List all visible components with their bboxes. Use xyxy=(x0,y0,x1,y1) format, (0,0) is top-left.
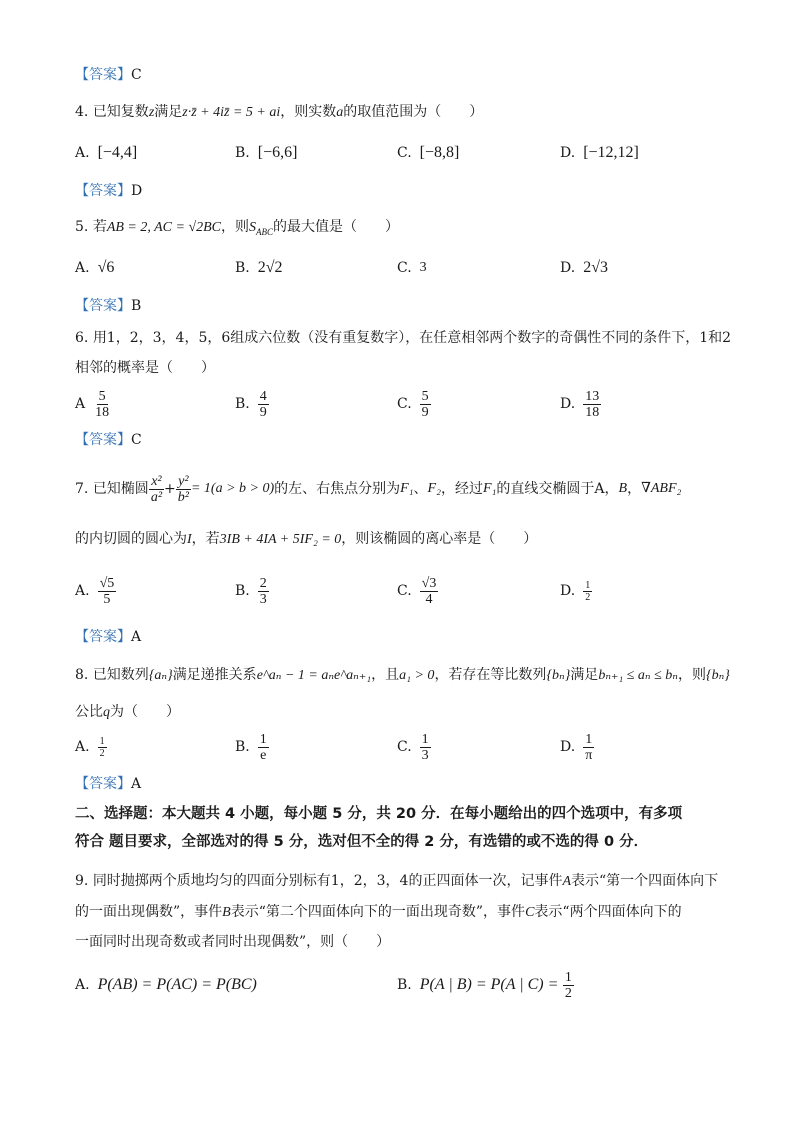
option-label: D. xyxy=(560,583,576,599)
fraction-numerator: 1 xyxy=(421,731,429,747)
options-q6 xyxy=(75,384,735,424)
fraction-denominator: 2 xyxy=(585,591,591,603)
options-q5 xyxy=(75,248,735,288)
question-9-line2 xyxy=(75,903,725,922)
fraction-numerator: 2 xyxy=(259,575,267,591)
math-var: C xyxy=(525,905,535,920)
option-text: P(A | B) = P(A | C) = xyxy=(419,976,559,993)
option-label: C. xyxy=(397,583,412,599)
answer-value: A xyxy=(131,776,142,792)
question-text: ，且 xyxy=(371,667,400,683)
option-text: [−8,8] xyxy=(419,144,460,161)
option-text: 3 xyxy=(419,260,427,275)
fraction-denominator: 5 xyxy=(103,591,111,607)
option-b xyxy=(235,384,269,424)
answer-value: C xyxy=(131,432,142,448)
options-q9 xyxy=(75,965,735,1009)
question-7: 7. 已知椭圆 $\frac{\text{x²}}{\text{a²}}$ + $\frac{\text{y²}}{\text{b²}}$ = 1(a > b > 0) 的左、右焦点分别为 F₁ 、 F₂ ，经过 F₁ 的直线交椭圆于A， B ， ∇ABF₂ xyxy=(75,473,682,505)
answer-q6 xyxy=(75,431,725,449)
option-label: B. xyxy=(235,739,250,755)
math-var: F₂ xyxy=(427,481,441,496)
math-formula: {aₙ} xyxy=(148,668,173,683)
fraction-numerator: 1 xyxy=(99,735,105,747)
option-b xyxy=(235,248,283,288)
question-text: 的最大值是（ ） xyxy=(273,219,400,235)
question-text: 相邻的概率是（ ） xyxy=(75,360,215,376)
option-text: [−4,4] xyxy=(97,144,138,161)
fraction-numerator: x² xyxy=(151,473,162,489)
question-text: 满足 xyxy=(570,667,599,683)
math-formula: {bₙ} xyxy=(705,668,730,683)
math-var: B xyxy=(618,481,628,496)
question-text: 表示“两个四面体向下的 xyxy=(534,904,682,920)
answer-label: 【答案】 xyxy=(75,298,131,314)
answer-label: 【答案】 xyxy=(75,183,131,199)
option-text: 2√3 xyxy=(583,259,608,276)
answer-label: 【答案】 xyxy=(75,67,131,83)
question-text: 满足递推关系 xyxy=(172,667,257,683)
option-label: A. xyxy=(75,583,90,599)
option-a xyxy=(75,384,111,424)
section-heading xyxy=(75,800,725,856)
question-text: ， xyxy=(627,481,642,497)
option-a xyxy=(75,133,137,173)
fraction-numerator: 1 xyxy=(585,579,591,591)
answer-label: 【答案】 xyxy=(75,776,131,792)
question-text: 公比 xyxy=(75,704,103,720)
question-text: 的一面出现偶数”，事件 xyxy=(75,904,223,920)
fraction-denominator: 2 xyxy=(99,747,105,759)
question-text: 表示“第一个四面体向下 xyxy=(571,873,719,889)
math-formula: {bₙ} xyxy=(546,668,571,683)
math-formula: ∇ABF₂ xyxy=(641,481,682,496)
question-6-line2 xyxy=(75,359,725,377)
math-var: a xyxy=(336,105,344,120)
question-text: 同时抛掷两个质地均匀的四面分别标有1，2，3，4的正四面体一次，记事件 xyxy=(92,873,563,889)
option-label: A. xyxy=(75,739,90,755)
question-text: 用1，2，3，4，5，6组成六位数（没有重复数字），在任意相邻两个数字的奇偶性不同的条件下，1和2 xyxy=(92,330,732,346)
answer-q3 xyxy=(75,66,725,84)
question-8 xyxy=(75,666,730,685)
option-d xyxy=(560,248,608,288)
fraction-numerator: 5 xyxy=(421,388,429,404)
question-number: 5. xyxy=(75,219,89,235)
option-text: [−12,12] xyxy=(583,144,639,161)
option-label: C. xyxy=(397,739,412,755)
question-text: 的左、右焦点分别为 xyxy=(274,481,401,497)
option-b xyxy=(235,571,269,611)
math-formula: AB = 2, AC = √2BC xyxy=(106,220,222,235)
option-d xyxy=(560,384,601,424)
answer-label: 【答案】 xyxy=(75,432,131,448)
option-c xyxy=(397,384,431,424)
math-formula: = 1(a > b > 0) xyxy=(190,481,275,496)
option-label: B. xyxy=(235,396,250,412)
option-label: B. xyxy=(397,977,412,993)
question-text: ，则该椭圆的离心率是（ ） xyxy=(341,531,538,547)
question-number: 8. xyxy=(75,667,89,683)
option-b xyxy=(397,965,574,1005)
question-8-line2 xyxy=(75,703,725,722)
fraction-numerator: 4 xyxy=(259,388,267,404)
fraction-denominator: 2 xyxy=(564,985,572,1001)
fraction-numerator: y² xyxy=(178,473,189,489)
fraction-numerator: √3 xyxy=(421,575,437,591)
answer-value: A xyxy=(131,629,142,645)
question-text: ，若 xyxy=(191,531,220,547)
math-formula: bₙ₊₁ ≤ aₙ ≤ bₙ xyxy=(598,668,678,683)
option-text: P(AB) = P(AC) = P(BC) xyxy=(97,976,257,993)
question-text: 的内切圆的圆心为 xyxy=(75,531,187,547)
option-b xyxy=(235,133,297,173)
option-label: B. xyxy=(235,145,250,161)
options-q4 xyxy=(75,133,735,173)
option-label: D. xyxy=(560,396,576,412)
answer-value: C xyxy=(131,67,142,83)
option-c xyxy=(397,571,438,611)
answer-q7 xyxy=(75,628,725,646)
option-c xyxy=(397,727,431,767)
option-c xyxy=(397,133,459,173)
math-var: F₁ xyxy=(482,481,497,496)
question-text: 已知椭圆 xyxy=(92,481,149,497)
option-label: A. xyxy=(75,145,90,161)
question-7-line2 xyxy=(75,530,725,549)
answer-q5 xyxy=(75,297,725,315)
section-heading-line: 符合 题目要求，全部选对的得 5 分，选对但不全的得 2 分，有选错的或不选的得 0 分． xyxy=(75,834,649,850)
option-text: [−6,6] xyxy=(257,144,298,161)
option-b xyxy=(235,727,269,767)
math-formula: z·z̄ + 4iz̄ = 5 + ai xyxy=(182,105,281,120)
question-text: 一面同时出现奇数或者同时出现偶数”，则（ ） xyxy=(75,934,391,950)
answer-label: 【答案】 xyxy=(75,629,131,645)
question-text: ，则 xyxy=(221,219,250,235)
question-text: 、 xyxy=(413,481,428,497)
option-label: D. xyxy=(560,260,576,276)
question-4 xyxy=(75,103,725,122)
option-d xyxy=(560,133,639,173)
fraction-denominator: 18 xyxy=(95,404,110,420)
option-d xyxy=(560,727,594,767)
section-heading-line: 二、选择题：本大题共 4 小题，每小题 5 分，共 20 分．在每小题给出的四个选项中，有多项 xyxy=(75,806,683,822)
answer-value: D xyxy=(131,183,143,199)
fraction-numerator: 1 xyxy=(564,969,572,985)
option-a xyxy=(75,965,257,1005)
math-sub: ABC xyxy=(256,226,274,237)
option-label: C. xyxy=(397,145,412,161)
option-a xyxy=(75,571,116,611)
math-var: F₁ xyxy=(400,481,414,496)
answer-q4 xyxy=(75,182,725,200)
question-text: ，经过 xyxy=(440,481,483,497)
math-var: I xyxy=(187,532,192,547)
question-text: 已知数列 xyxy=(92,667,149,683)
math-var: A xyxy=(562,874,572,889)
math-formula: 3IB + 4IA + 5IF₂ = 0 xyxy=(219,532,342,547)
option-label: B. xyxy=(235,260,250,276)
question-text: ，则 xyxy=(677,667,706,683)
math-formula: e^aₙ − 1 = aₙe^aₙ₊₁ xyxy=(256,668,372,683)
option-label: B. xyxy=(235,583,250,599)
fraction-numerator: 13 xyxy=(585,388,600,404)
question-text: 的直线交椭圆于A， xyxy=(496,481,619,497)
math-formula: a₁ > 0 xyxy=(399,668,435,683)
fraction-denominator: 9 xyxy=(421,404,429,420)
question-text: ，则实数 xyxy=(280,104,337,120)
fraction-denominator: 3 xyxy=(421,747,429,763)
question-text: 为（ ） xyxy=(110,704,180,720)
question-number: 9. xyxy=(75,873,89,889)
fraction-numerator: 1 xyxy=(585,731,593,747)
answer-value: B xyxy=(131,298,142,314)
option-label: A. xyxy=(75,977,90,993)
question-9-line3 xyxy=(75,933,725,951)
options-q8 xyxy=(75,727,735,767)
fraction-numerator: √5 xyxy=(99,575,115,591)
question-number: 4. xyxy=(75,104,89,120)
math-var: B xyxy=(222,905,231,920)
question-9 xyxy=(75,872,725,891)
fraction-denominator: e xyxy=(260,747,267,763)
option-a xyxy=(75,727,107,767)
option-a xyxy=(75,248,114,288)
option-c xyxy=(397,248,427,288)
option-label: D. xyxy=(560,739,576,755)
fraction-denominator: 4 xyxy=(425,591,433,607)
math-var: q xyxy=(103,705,110,720)
option-label: A xyxy=(75,396,86,412)
question-text: 已知复数 xyxy=(92,104,149,120)
answer-q8 xyxy=(75,775,725,793)
fraction-denominator: a² xyxy=(150,489,163,505)
fraction-denominator: b² xyxy=(177,489,189,505)
fraction-denominator: 9 xyxy=(259,404,267,420)
option-label: C. xyxy=(397,396,412,412)
option-label: A. xyxy=(75,260,90,276)
fraction-denominator: 3 xyxy=(259,591,267,607)
option-label: D. xyxy=(560,145,576,161)
math-var: S xyxy=(249,220,257,235)
options-q7 xyxy=(75,571,735,611)
question-6 xyxy=(75,329,732,347)
question-text: ，若存在等比数列 xyxy=(434,667,547,683)
question-text: 若 xyxy=(92,219,107,235)
option-label: C. xyxy=(397,260,412,276)
question-5 xyxy=(75,218,725,241)
fraction-denominator: 18 xyxy=(585,404,600,420)
question-text: 表示“第二个四面体向下的一面出现奇数”，事件 xyxy=(230,904,526,920)
question-text: 的取值范围为（ ） xyxy=(343,104,484,120)
fraction-numerator: 5 xyxy=(98,388,106,404)
option-d xyxy=(560,571,592,611)
math-var: z xyxy=(148,105,155,120)
option-text: √6 xyxy=(97,259,115,276)
question-number: 6. xyxy=(75,330,89,346)
fraction-numerator: 1 xyxy=(259,731,267,747)
fraction-denominator: π xyxy=(585,747,593,763)
option-text: 2√2 xyxy=(257,259,283,276)
question-text: 满足 xyxy=(154,104,183,120)
question-number: 7. xyxy=(75,481,89,497)
